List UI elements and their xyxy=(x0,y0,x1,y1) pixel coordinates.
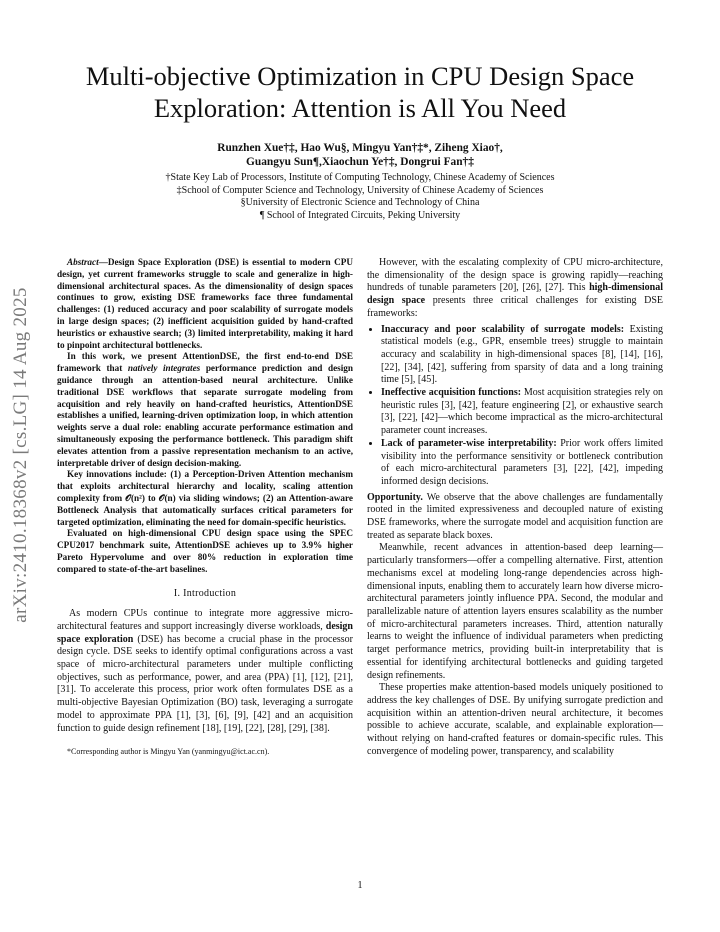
affiliation-3: §University of Electronic Science and Technology of China xyxy=(240,197,480,209)
affiliation-2: ‡School of Computer Science and Technology, University of Chinese Academy of Sciences xyxy=(176,184,544,196)
intro-paragraph: As modern CPUs continue to integrate more aggressive micro-architectural features and support increasingly diverse workloads, design space exploration (DSE) has become a crucial phase in the processor design cycle. DSE seeks to identify optimal configurations across a vast space of micro-architectural parameters under multiple conflicting objectives, such as performance, power, and area (PPA) [1], [12], [21], [31]. To accelerate this process, prior work often formulates DSE as a multi-objective Bayesian Optimization (BO) task, leveraging a surrogate model to approximate PPA [1], [3], [6], [9], [42] and an acquisition function to guide design refinement [18], [19], [22], [28], [29], [38]. xyxy=(57,608,353,734)
right-paragraph-3: Meanwhile, recent advances in attention-based deep learning—particularly transformers—offer a compelling alternative. First, attention mechanisms excel at modeling long-range dependencies across high-dimensional inputs, enabling them to accurately learn how diverse micro-architectural parameters jointly influence PPA. Second, the modular and parallelizable nature of attention layers ensures scalability as the number of micro-architectural parameters increases. Third, attention naturally learns to weight the influence of individual parameters when predicting target performance metrics, providing built-in interpretability that is essential for identifying architectural bottlenecks and guiding targeted design refinements. xyxy=(367,542,663,681)
affiliations xyxy=(60,172,660,223)
abstract-p2: In this work, we present AttentionDSE, the first end-to-end DSE framework that natively integrates performance prediction and design guidance through an attention-based neural architecture. Unlike traditional DSE workflows that separate surrogate modeling from acquisition and rely heavily on hand-crafted heuristics, AttentionDSE establishes a unified, learning-driven optimization loop, in which attention weights serve a dual role: enabling accurate performance estimation and simultaneously exposing the performance bottleneck. This paradigm shift elevates attention from a passive representation mechanism to an active, interpretable driver of design decision-making. xyxy=(57,351,353,468)
author-line-2: Guangyu Sun¶,Xiaochun Ye†‡, Dongrui Fan†‡ xyxy=(246,156,474,168)
abstract-p4: Evaluated on high-dimensional CPU design space using the SPEC CPU2017 benchmark suite, AttentionDSE achieves up to 3.9% higher Pareto Hypervolume and over 80% reduction in exploration time compared to state-of-the-art baselines. xyxy=(57,528,353,574)
right-paragraph-1: However, with the escalating complexity of CPU micro-architecture, the dimensionality of the design space is growing rapidly—reaching hundreds of tunable parameters [20], [26], [27]. This high-dimensional design space presents three critical challenges for existing DSE frameworks: xyxy=(367,257,663,319)
right-paragraph-4: These properties make attention-based models uniquely positioned to address the key challenges of DSE. By unifying surrogate prediction and acquisition within an attention-driven neural architecture, it becomes possible to achieve accurate, scalable, and explainable exploration—without relying on hand-crafted features or domain-specific rules. This convergence of modeling power, transparency, and scalability xyxy=(367,682,663,757)
page-number: 1 xyxy=(357,880,363,891)
list-item: • Inaccuracy and poor scalability of surrogate models: Existing statistical models (e.g., GPR, ensemble trees) struggle to maintain accuracy and scalability in high-dimensional spaces [8], [14], [16], [22], [34], [42], suffering from sparsity of data and a long training time [5], [45]. xyxy=(381,324,663,388)
arxiv-id: arXiv:2410.18368v2 [cs.LG] 14 Aug 2025 xyxy=(10,287,31,623)
arxiv-stamp xyxy=(10,265,34,645)
section-heading: I. Introduction xyxy=(173,587,237,599)
left-column xyxy=(57,257,353,757)
affiliation-4: ¶ School of Integrated Circuits, Peking University xyxy=(259,210,461,222)
list-item: • Ineffective acquisition functions: Most acquisition strategies rely on heuristic rules [3], [42], feature engineering [2], or exhaustive search [3], [22], [42]—which become impractical as the micro-architectural parameter count increases. xyxy=(381,387,663,438)
author-line-1: Runzhen Xue†‡, Hao Wu§, Mingyu Yan†‡*, Ziheng Xiao†, xyxy=(217,142,503,154)
challenge-list xyxy=(367,324,663,489)
abstract xyxy=(57,257,353,576)
paper-title: Multi-objective Optimization in CPU Design Space Exploration: Attention is All You Need xyxy=(85,61,635,123)
list-item: • Lack of parameter-wise interpretability: Prior work offers limited visibility into the performance sensitivity or bottleneck contribution of each micro-architectural parameters [3], [22], [42], impeding informed design decisions. xyxy=(381,438,663,489)
abstract-label: Abstract xyxy=(67,257,99,267)
author-list xyxy=(60,141,660,169)
right-column xyxy=(367,257,663,758)
affiliation-1: †State Key Lab of Processors, Institute of Computing Technology, Chinese Academy of Sciences xyxy=(165,172,555,183)
abstract-p1: Abstract—Design Space Exploration (DSE) is essential to modern CPU design, yet current frameworks struggle to scale and generalize in high-dimensional architectural spaces. As the dimensionality of design spaces continues to grow, existing DSE frameworks face three fundamental challenges: (1) reduced accuracy and poor scalability of surrogate models in large design spaces; (2) inefficient acquisition guided by hand-crafted heuristics or exhaustive search; (3) limited interpretability, making it hard to pinpoint architectural bottlenecks. xyxy=(57,257,353,350)
footnote: *Corresponding author is Mingyu Yan (yanmingyu@ict.ac.cn). xyxy=(67,747,270,757)
opportunity-paragraph: Opportunity. We observe that the above challenges are fundamentally rooted in the limited expressiveness and decoupled nature of existing DSE frameworks, where the surrogate model and acquisition function are treated as separate black boxes. xyxy=(367,491,663,541)
abstract-p3: Key innovations include: (1) a Perception-Driven Attention mechanism that exploits architectural hierarchy and locality, scaling attention complexity from 𝒪(n²) to 𝒪(n) via sliding windows; (2) an Attention-aware Bottleneck Analysis that automatically surfaces critical parameters for targeted optimization, eliminating the need for domain-specific heuristics. xyxy=(57,469,353,527)
